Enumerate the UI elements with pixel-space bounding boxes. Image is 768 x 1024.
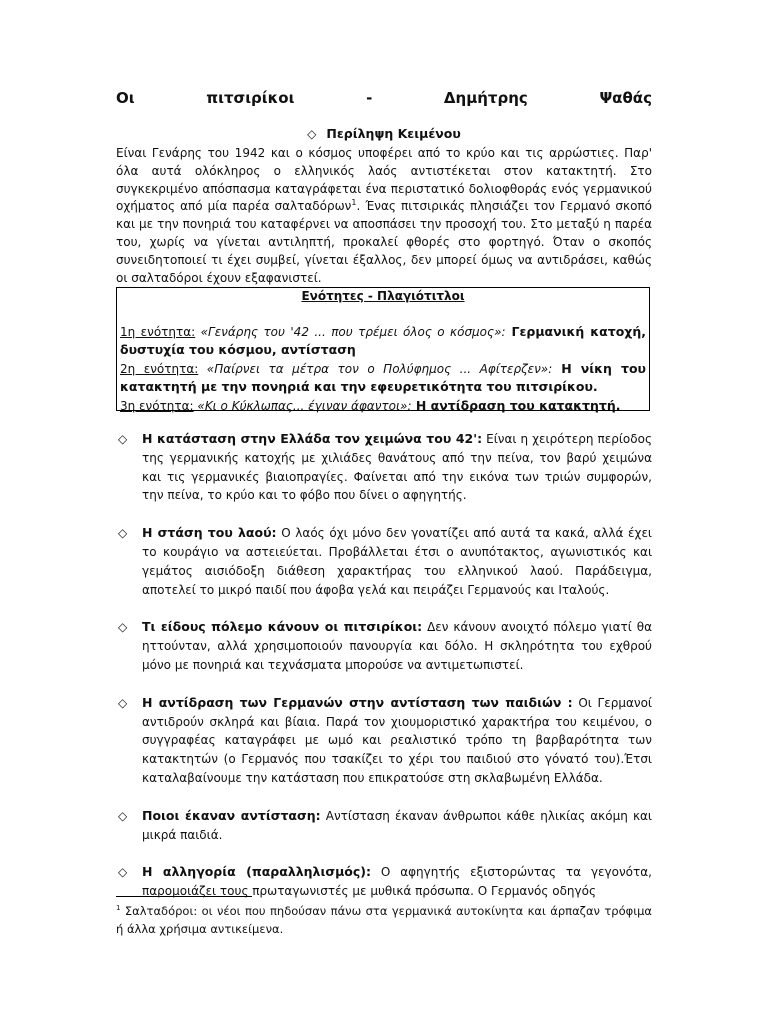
diamond-bullet-icon: ◇	[118, 526, 128, 541]
diamond-bullet-icon: ◇	[118, 808, 128, 823]
title-word: πιτσιρίκοι	[206, 89, 295, 107]
section-heading: Η νίκη του κατακτητή με την πονηριά και την εφευρετικότητα του πιτσιρίκου.	[120, 360, 646, 394]
footnote-ref: 1	[351, 198, 357, 208]
section-item	[120, 360, 646, 397]
bullet-list	[116, 430, 652, 920]
footnote-number: 1	[116, 904, 121, 913]
bullet-heading: Ποιοι έκαναν αντίσταση:	[142, 807, 321, 823]
bullet-item	[116, 694, 652, 788]
document-title	[116, 88, 652, 108]
summary-paragraph	[116, 145, 652, 287]
title-word: Ψαθάς	[599, 89, 652, 107]
section-quote: «Παίρνει τα μέτρα τον ο Πολύφημος ... Αφίτερζεν»:	[198, 361, 553, 376]
diamond-bullet-icon: ◇	[118, 432, 128, 446]
section-label: 2η ενότητα:	[120, 361, 199, 376]
diamond-bullet-icon: ◇	[118, 865, 128, 880]
bullet-text: Οι Γερμανοί αντιδρούν σκληρά και βίαια. Παρά τον χιουμοριστικό χαρακτήρα του κειμένου, ο συγγραφέας καταγράφει με ωμό και ρεαλιστικό τρόπο τη βαρβαρότητα των κατακτητών (ο Γερμανός που τσακίζει το χέρι του παιδιού στο γόνατό του).Έτσι καταλαβαίνουμε την κατάσταση που επικρατούσε στη σκλαβωμένη Ελλάδα.	[142, 695, 652, 785]
section-item	[120, 397, 646, 416]
section-item	[120, 323, 646, 360]
bullet-text: Ο λαός όχι μόνο δεν γονατίζει από αυτά τα κακά, αλλά έχει το κουράγιο να αστειεύεται. Προβάλλεται έτσι ο ανυπότακτος, αγωνιστικός και γεμάτος αισιόδοξη διάθεση χαρακτήρας του ελληνικού λαού. Παράδειγμα, αποτελεί το μικρό παιδί που άφοβα γελά και πειράζει Γερμανούς και Ιταλούς.	[142, 526, 652, 597]
title-word: Δημήτρης	[443, 89, 528, 107]
sections-box-title: Ενότητες - Πλαγιότιτλοι	[301, 289, 465, 303]
footnote-divider	[116, 896, 252, 897]
bullet-heading: Η κατάσταση στην Ελλάδα τον χειμώνα του 42':	[142, 431, 483, 446]
bullet-heading: Τι είδους πόλεμο κάνουν οι πιτσιρίκοι:	[142, 619, 423, 635]
section-heading: Η αντίδραση του κατακτητή.	[411, 397, 621, 413]
section-quote: «Κι ο Κύκλωπας... έγιναν άφαντοι»:	[193, 398, 412, 413]
section-heading: Γερμανική κατοχή, δυστυχία του κόσμου, αντίσταση	[120, 323, 646, 357]
footnote-text: Σαλταδόροι: οι νέοι που πηδούσαν πάνω στα γερμανικά αυτοκίνητα και άρπαζαν τρόφιμα ή άλλα χρήσιμα αντικείμενα.	[116, 904, 652, 936]
title-word: Οι	[116, 89, 135, 107]
sections-box	[116, 287, 650, 411]
bullet-text: Αντίσταση έκαναν άνθρωποι κάθε ηλικίας ακόμη και μικρά παιδιά.	[142, 808, 652, 842]
bullet-text: Δεν κάνουν ανοιχτό πόλεμο γιατί θα ηττούνταν, αλλά χρησιμοποιούν πανουργία και δόλο. Η σκληρότητα του εχθρού μόνο με πονηριά και τεχνάσματα μπορούσε να αντιμετωπιστεί.	[142, 620, 652, 672]
bullet-item	[116, 618, 652, 674]
bullet-item	[116, 430, 652, 505]
bullet-item	[116, 807, 652, 845]
summary-text-2: . Ένας πιτσιρικάς πλησιάζει τον Γερμανό σκοπό και με την πονηριά του καταφέρνει να αποσπάσει την προσοχή του. Στο μεταξύ η παρέα του, χωρίς να γίνεται αντιληπτή, προκαλεί φθορές στο φορτηγό. Όταν ο σκοπός συνειδητοποιεί τι έχει συμβεί, γίνεται έξαλλος, δεν μπορεί όμως να αντιδράσει, καθώς οι σαλταδόροι έχουν εξαφανιστεί.	[116, 199, 652, 285]
title-dash: -	[366, 89, 373, 107]
bullet-heading: Η αλληγορία (παραλληλισμός):	[142, 864, 371, 880]
section-label: 1η ενότητα:	[120, 324, 196, 339]
bullet-heading: Η στάση του λαού:	[142, 525, 277, 541]
diamond-bullet-icon: ◇	[118, 620, 128, 635]
section-label: 3η ενότητα:	[120, 398, 194, 413]
bullet-heading: Η αντίδραση των Γερμανών στην αντίσταση των παιδιών :	[142, 694, 573, 710]
diamond-bullet-icon: ◇	[307, 127, 317, 141]
bullet-text: Ο αφηγητής εξιστορώντας τα γεγονότα, παρομοιάζει τους πρωταγωνιστές με μυθικά πρόσωπα. Ο Γερμανός οδηγός	[142, 865, 652, 899]
summary-text-1: Είναι Γενάρης του 1942 και ο κόσμος υποφέρει από το κρύο και τις αρρώστιες. Παρ' όλα αυτά ολόκληρος ο ελληνικός λαός αντιστέκεται στον κατακτητή. Στο συγκεκριμένο απόσπασμα καταγράφεται ένα περιστατικό δολιοφθοράς ενός γερμανικού οχήματος από μία παρέα σαλταδόρων	[116, 146, 652, 214]
footnote	[116, 902, 652, 938]
section-quote: «Γενάρης του '42 ... που τρέμει όλος ο κόσμος»:	[195, 324, 506, 339]
summary-heading	[116, 125, 652, 143]
bullet-text: Είναι η χειρότερη περίοδος της γερμανικής κατοχής με χιλιάδες θανάτους από την πείνα, τον βαρύ χειμώνα και τις γερμανικές βιαιοπραγίες. Φαίνεται από την εικόνα των τριών συμφορών, την πείνα, το κρύο και το φόβο που δίνει ο αφηγητής.	[142, 432, 652, 503]
summary-heading-text: Περίληψη Κειμένου	[326, 126, 461, 141]
diamond-bullet-icon: ◇	[118, 695, 128, 710]
bullet-item	[116, 524, 652, 599]
